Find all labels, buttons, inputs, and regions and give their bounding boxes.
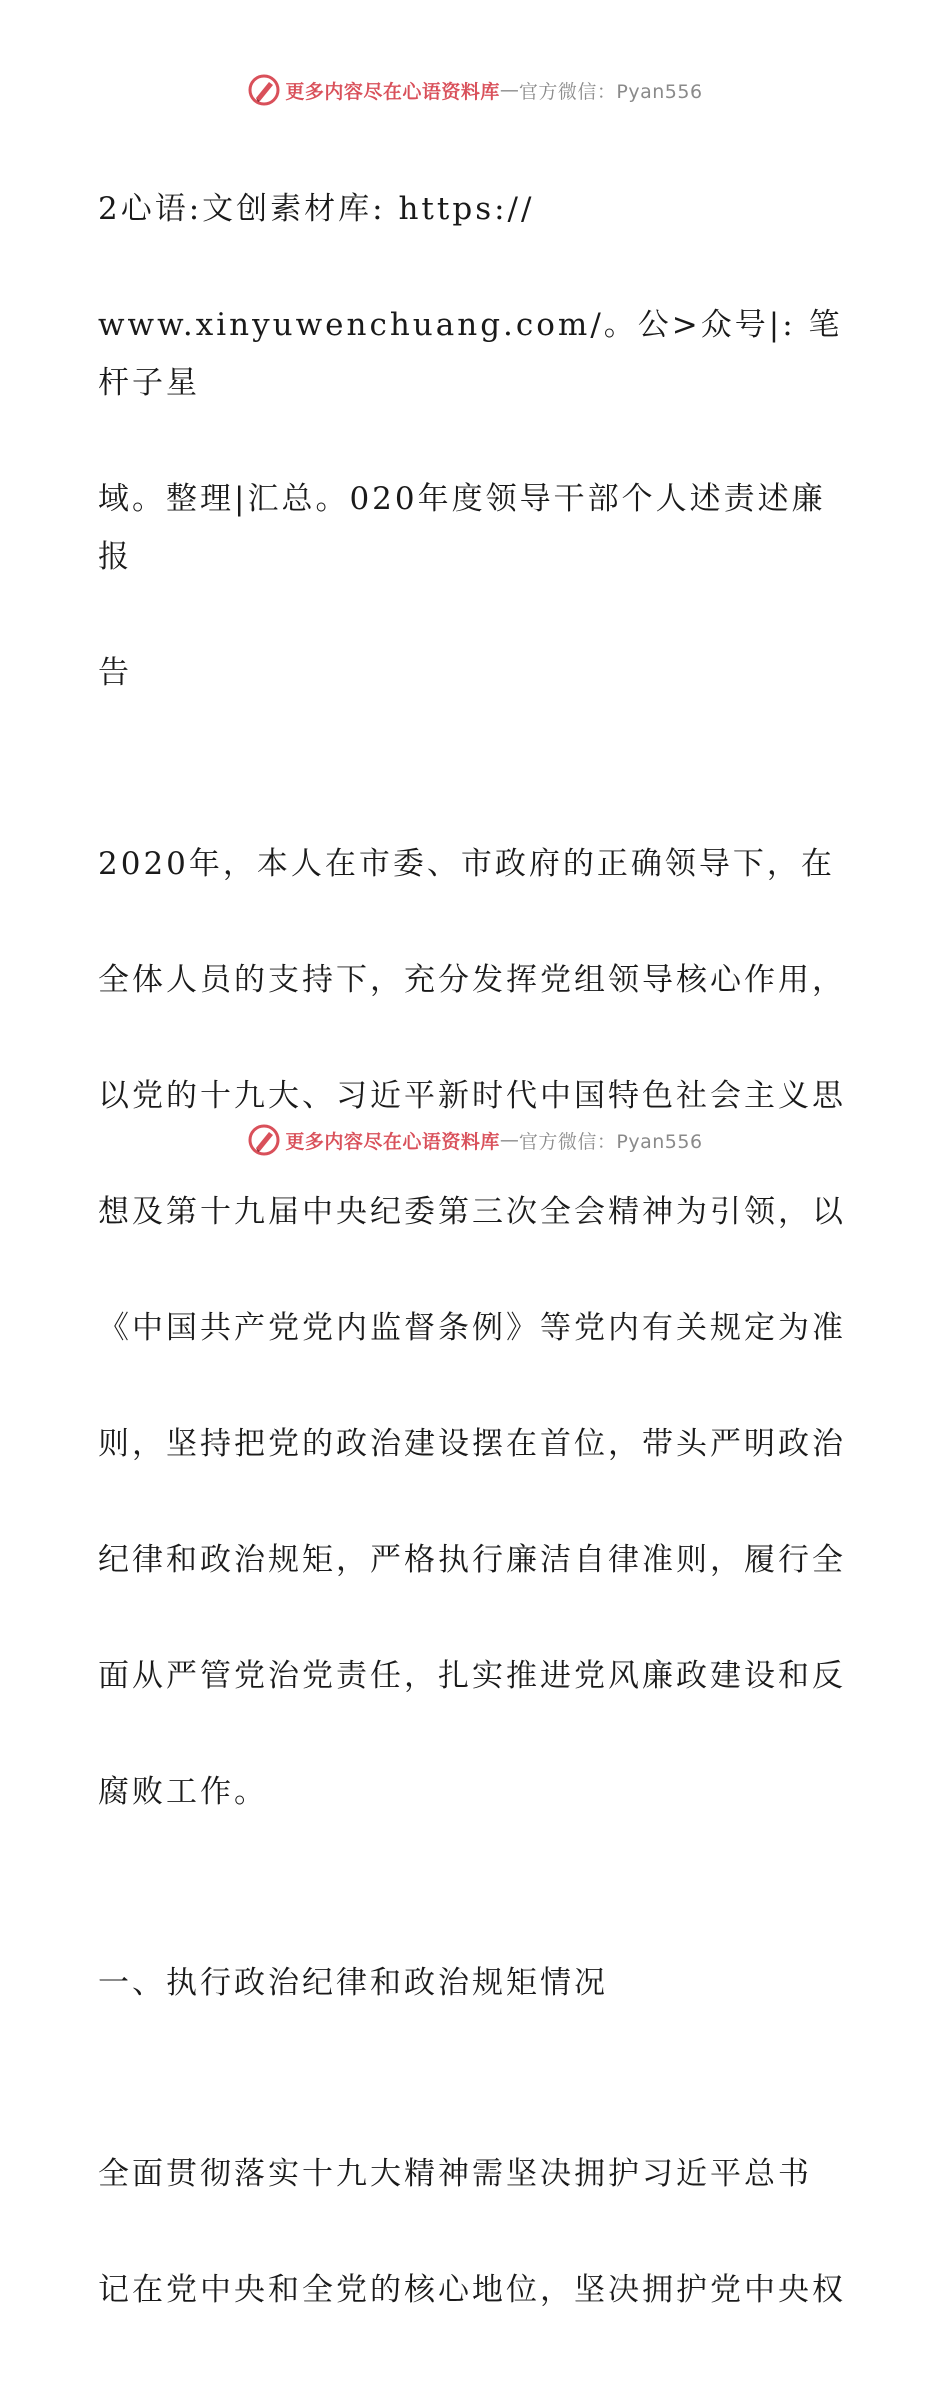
text-line: 面从严管党治党责任，扎实推进党风廉政建设和反 <box>98 1658 846 1694</box>
text-line: 想及第十九届中央纪委第三次全会精神为引领，以 <box>98 1194 846 1230</box>
text-line: 全面贯彻落实十九大精神需坚决拥护习近平总书 <box>98 2156 812 2192</box>
text-line: www.xinyuwenchuang.com/。公>众号|: 笔杆子星 <box>98 307 843 401</box>
text-line: 《中国共产党党内监督条例》等党内有关规定为准 <box>98 1310 846 1346</box>
text-line: 记在党中央和全党的核心地位，坚决拥护党中央权 <box>98 2272 846 2308</box>
banner-dash: — <box>499 1129 519 1151</box>
pen-logo-icon <box>247 73 281 107</box>
banner-red-text: 更多内容尽在心语资料库 <box>285 1130 500 1153</box>
section-heading <box>98 1896 858 2070</box>
text-line: 纪律和政治规矩，严格执行廉洁自律准则，履行全 <box>98 1542 846 1578</box>
header-watermark-banner <box>0 70 950 110</box>
text-line: 2020年，本人在市委、市政府的正确领导下，在 <box>98 846 835 882</box>
text-line: 则，坚持把党的政治建设摆在首位，带头严明政治 <box>98 1426 846 1462</box>
banner-wechat-text: 官方微信：Pyan556 <box>518 80 703 103</box>
pen-logo-icon <box>247 1123 281 1157</box>
text-line: 域。整理|汇总。020年度领导干部个人述责述廉报 <box>98 481 826 575</box>
text-line: 全体人员的支持下，充分发挥党组领导核心作用， <box>98 962 846 998</box>
paragraph-section-body <box>98 2087 858 2377</box>
banner-dash: — <box>499 79 519 101</box>
text-line: 告 <box>98 655 132 691</box>
banner-wechat-text: 官方微信：Pyan556 <box>518 1130 703 1153</box>
text-line: 一、执行政治纪律和政治规矩情况 <box>98 1965 608 2001</box>
text-line: 以党的十九大、习近平新时代中国特色社会主义思 <box>98 1078 846 1114</box>
text-line: 2心语:文创素材库: https:// <box>98 191 535 227</box>
banner-red-text: 更多内容尽在心语资料库 <box>285 80 500 103</box>
document-body <box>98 122 858 2394</box>
paragraph-intro <box>98 122 858 760</box>
text-line: 腐败工作。 <box>98 1774 268 1810</box>
footer-watermark-banner <box>0 1120 950 1160</box>
paragraph-summary <box>98 777 858 1879</box>
